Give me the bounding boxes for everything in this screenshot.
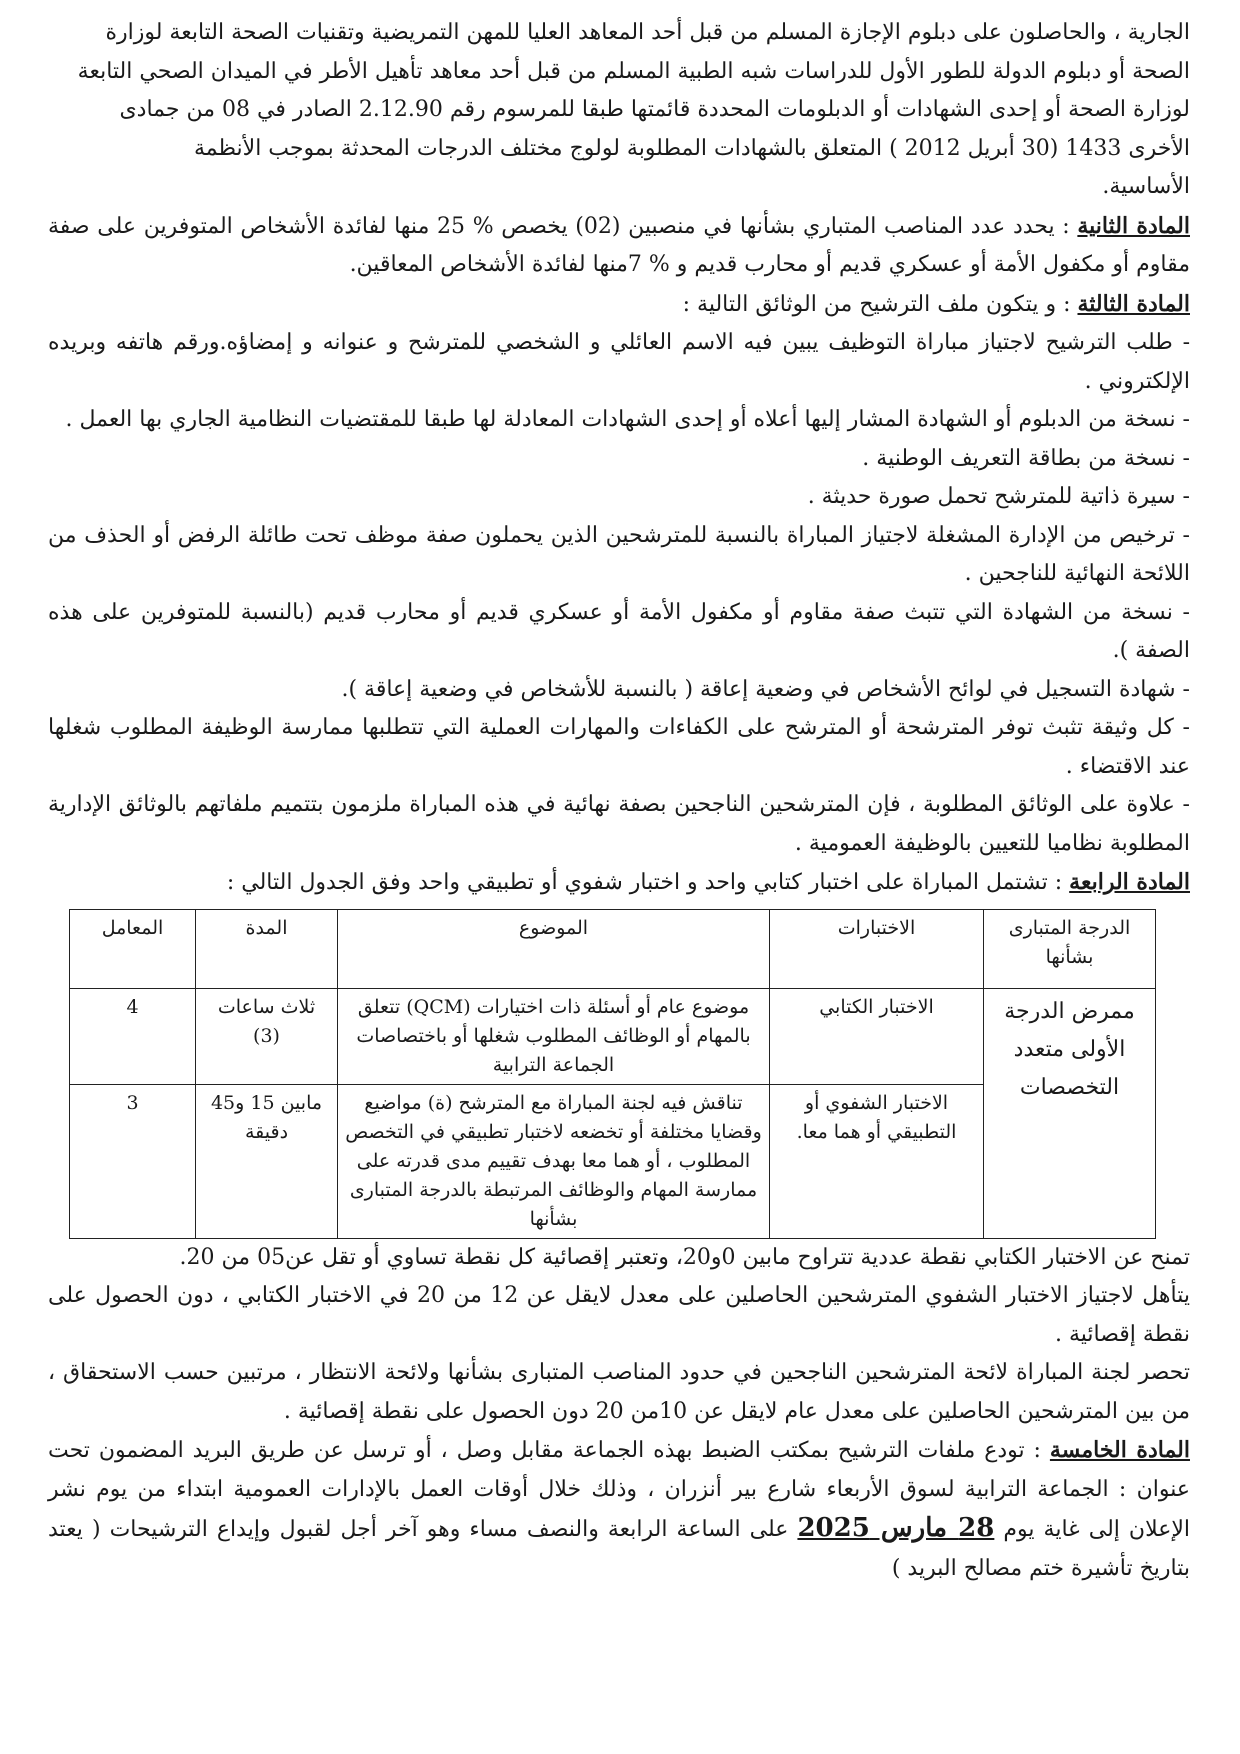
duration-cell: ثلاث ساعات (3) xyxy=(196,988,338,1084)
article-4 xyxy=(48,863,1190,903)
document-page xyxy=(48,14,1190,1744)
header-subject: الموضوع xyxy=(338,909,770,988)
article-3 xyxy=(48,285,1190,325)
article-4-text: : تشتمل المباراة على اختبار كتابي واحد و اختبار شفوي أو تطبيقي واحد وفق الجدول التالي : xyxy=(226,870,1063,895)
article-5 xyxy=(48,1431,1190,1588)
note-paragraph: تمنح عن الاختبار الكتابي نقطة عددية تتراوح مابين 0و20، وتعتبر إقصائية كل نقطة تساوي أو تقل عن05 من 20. xyxy=(179,1244,1190,1270)
header-tests: الاختبارات xyxy=(770,909,984,988)
article-2 xyxy=(48,207,1190,285)
article-5-text: : تودع ملفات الترشيح بمكتب الضبط بهذه الجماعة مقابل وصل ، أو ترسل عن طريق البريد المضمون تحت عنوان : الجماعة الترابية لسوق الأربعاء شارع بير أنزران ، وذلك خلال أوقات العمل بالإدارات العمومية ابتداء من يوم نشر الإعلان إلى غاية يوم xyxy=(48,1438,1190,1542)
list-item: - كل وثيقة تثبث توفر المترشحة أو المترشح على الكفاءات والمهارات العملية التي تتطلبها ممارسة الوظيفة المطلوب شغلها عند الاقتضاء . xyxy=(48,715,1190,779)
coefficient-cell: 3 xyxy=(70,1084,196,1238)
article-5-text-end: على الساعة الرابعة والنصف مساء وهو آخر أجل لقبول وإيداع الترشيحات ( يعتد بتاريخ تأشيرة ختم مصالح البريد ) xyxy=(48,1517,1190,1581)
list-item: - شهادة التسجيل في لوائح الأشخاص في وضعية إعاقة ( بالنسبة للأشخاص في وضعية إعاقة ). xyxy=(341,676,1190,702)
list-item: - نسخة من الدبلوم أو الشهادة المشار إليها أعلاه أو إحدى الشهادات المعادلة لها طبقا للمقتضيات النظامية الجاري بها العمل . xyxy=(65,407,1190,432)
list-item: - نسخة من بطاقة التعريف الوطنية . xyxy=(862,445,1190,471)
article-2-title: المادة الثانية xyxy=(1077,212,1190,239)
deadline-date: 28 مارس 2025 xyxy=(797,1513,995,1543)
header-duration: المدة xyxy=(196,909,338,988)
note-paragraph: تحصر لجنة المباراة لائحة المترشحين الناجحين في حدود المناصب المتبارى بشأنها ولائحة الانتظار ، مرتبين حسب الاستحقاق ، من بين المترشحين الحاصلين على معدل عام لايقل عن 10من 20 دون الحصول على نقطة إقصائية . xyxy=(48,1360,1190,1424)
exam-table xyxy=(69,909,1156,1239)
documents-list xyxy=(48,324,1190,863)
header-grade: الدرجة المتبارى بشأنها xyxy=(984,909,1156,988)
article-3-title: المادة الثالثة xyxy=(1077,290,1190,317)
header-coefficient: المعامل xyxy=(70,909,196,988)
list-item: - سيرة ذاتية للمترشح تحمل صورة حديثة . xyxy=(807,484,1190,509)
test-cell: الاختبار الكتابي xyxy=(770,988,984,1084)
list-item: - طلب الترشيح لاجتياز مباراة التوظيف يبين فيه الاسم العائلي و الشخصي للمترشح و عنوانه و إمضاؤه.ورقم هاتفه وبريده الإلكتروني . xyxy=(48,330,1190,394)
grading-notes xyxy=(48,1239,1190,1432)
article-2-text: : يحدد عدد المناصب المتباري بشأنها في منصبين (02) يخصص % 25 منها لفائدة الأشخاص المتوفرين على صفة مقاوم أو مكفول الأمة أو عسكري قديم أو محارب قديم و % 7منها لفائدة الأشخاص المعاقين. xyxy=(48,213,1190,277)
table-row xyxy=(70,988,1156,1084)
intro-line: لوزارة الصحة أو إحدى الشهادات أو الدبلومات المحددة قائمتها طبقا للمرسوم رقم 2.12.90 الصادر في 08 من جمادى xyxy=(119,97,1190,122)
test-cell: الاختبار الشفوي أو التطبيقي أو هما معا. xyxy=(770,1084,984,1238)
duration-cell: مابين 15 و45 دقيقة xyxy=(196,1084,338,1238)
coefficient-cell: 4 xyxy=(70,988,196,1084)
intro-line: الأساسية. xyxy=(1102,174,1190,199)
intro-line: الأخرى 1433 (30 أبريل 2012 ) المتعلق بالشهادات المطلوبة لولوج مختلف الدرجات المحدثة بموجب الأنظمة xyxy=(193,135,1190,161)
intro-line: الصحة أو دبلوم الدولة للطور الأول للدراسات شبه الطبية المسلم من قبل أحد معاهد تأهيل الأطر في الميدان الصحي التابعة xyxy=(77,58,1190,84)
article-3-text: : و يتكون ملف الترشيح من الوثائق التالية : xyxy=(682,291,1071,317)
list-item: - نسخة من الشهادة التي تتبث صفة مقاوم أو مكفول الأمة أو عسكري قديم أو محارب قديم (بالنسبة للمتوفرين على هذه الصفة ). xyxy=(48,599,1190,663)
article-5-title: المادة الخامسة xyxy=(1049,1437,1190,1463)
subject-cell: موضوع عام أو أسئلة ذات اختيارات (QCM) تتعلق بالمهام أو الوظائف المطلوب شغلها أو باختصاصات الجماعة الترابية xyxy=(338,988,770,1084)
intro-line: الجارية ، والحاصلون على دبلوم الإجازة المسلم من قبل أحد المعاهد العليا للمهن التمريضية وتقنيات الصحة التابعة لوزارة xyxy=(105,20,1190,45)
intro-paragraph xyxy=(48,14,1190,207)
list-item: - علاوة على الوثائق المطلوبة ، فإن المترشحين الناجحين بصفة نهائية في هذه المباراة ملزمون بتتميم ملفاتهم بالوثائق الإدارية المطلوبة نظاميا للتعيين بالوظيفة العمومية . xyxy=(48,792,1190,856)
article-4-title: المادة الرابعة xyxy=(1069,869,1190,895)
list-item: - ترخيص من الإدارة المشغلة لاجتياز المباراة بالنسبة للمترشحين الذين يحملون صفة موظف تحت طائلة الرفض أو الحذف من اللائحة النهائية للناجحين . xyxy=(48,522,1190,586)
grade-cell: ممرض الدرجة الأولى متعدد التخصصات xyxy=(984,988,1156,1238)
subject-cell: تناقش فيه لجنة المباراة مع المترشح (ة) مواضيع وقضايا مختلفة أو تخضعه لاختبار تطبيقي في التخصص المطلوب ، أو هما معا بهدف تقييم مدى قدرته على ممارسة المهام والوظائف المرتبطة بالدرجة المتبارى بشأنها xyxy=(338,1084,770,1238)
table-header-row xyxy=(70,909,1156,988)
note-paragraph: يتأهل لاجتياز الاختبار الشفوي المترشحين الحاصلين على معدل لايقل عن 12 من 20 في الاختبار الكتابي ، دون الحصول على نقطة إقصائية . xyxy=(48,1283,1190,1347)
